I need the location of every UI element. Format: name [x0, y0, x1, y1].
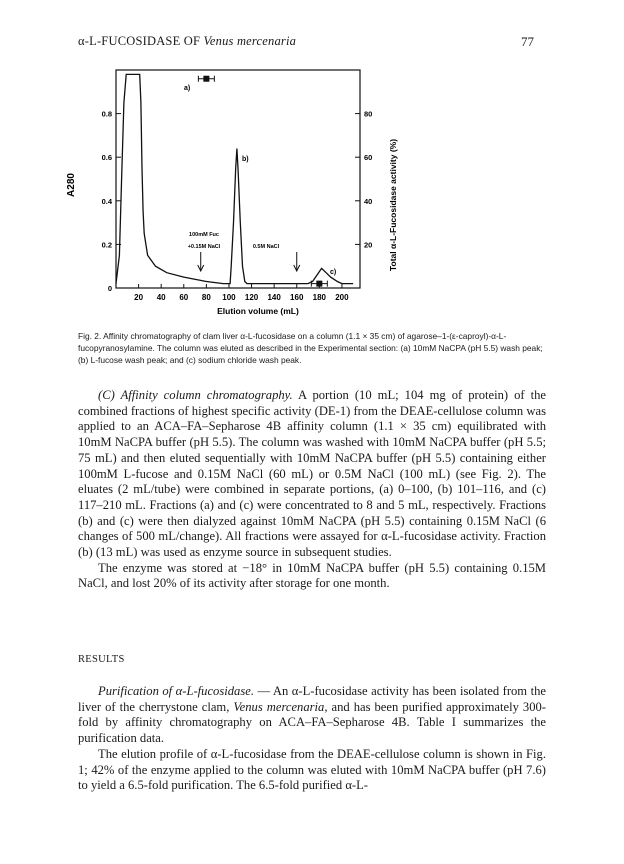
results-paragraph-2: The elution profile of α-L-fucosidase from the DEAE-cellulose column is shown in Fig. 1; 42% of the enzyme applied to the column was eluted with 10mM NaCPA buffer (pH 7.6) to yield a 6.5-fold purification. The 6.5-fold purified α-L- — [78, 746, 546, 793]
x-tick-label-80: 80 — [201, 293, 211, 302]
results-heading: RESULTS — [78, 654, 125, 665]
x-tick-label-120: 120 — [244, 293, 259, 302]
y-right-tick-label-40: 40 — [364, 196, 373, 206]
affinity-chromatography-section — [78, 388, 546, 592]
elution-profile-chart — [60, 60, 530, 322]
results-section — [78, 684, 546, 794]
y-right-tick-label-80: 80 — [364, 109, 373, 119]
y-left-tick-label-0.8: 0.8 — [101, 109, 112, 119]
x-tick-label-40: 40 — [156, 293, 166, 302]
peak-c-label: c) — [330, 269, 337, 276]
paragraph-c2: The enzyme was stored at −18° in 10mM NaCPA buffer (pH 5.5) containing 0.15M NaCl, and lost 20% of its activity after storage for one month. — [78, 560, 546, 591]
y-left-tick-label-0.4: 0.4 — [101, 196, 112, 206]
x-axis-label: Elution volume (mL) — [217, 306, 299, 316]
a280-elution-curve — [116, 74, 353, 283]
figure-caption: Fig. 2. Affinity chromatography of clam liver α-L-fucosidase on a column (1.1 × 35 cm) of agarose–1-(ε-caproyl)-α-L-fucopyranosylamine. The column was eluted as described in the Experimental section: (a) 10mM NaCPA (pH 5.5) wash peak; (b) L-fucose wash peak; and (c) sodium chloride wash peak. — [78, 331, 543, 365]
peak-b-label: b) — [242, 156, 249, 163]
x-tick-label-60: 60 — [179, 293, 189, 302]
y-left-tick-label-0.6: 0.6 — [101, 153, 112, 163]
x-tick-label-100: 100 — [222, 293, 236, 302]
x-tick-label-200: 200 — [335, 293, 349, 302]
paragraph-c1: (C) Affinity column chromatography. A portion (10 mL; 104 mg of protein) of the combined fractions of highest specific activity (DE-1) from the DEAE-cellulose column was applied to an ACA–FA–Sepharose 4B affinity column (1.1 × 35 cm) equilibrated with 10mM NaCPA buffer (pH 5.5). The column was washed with 10mM NaCPA buffer (pH 5.5; 75 mL) and then eluted sequentially with 10mM NaCPA buffer (pH 5.5) containing either 100mM L-fucose and 0.15M NaCl (60 mL) or 0.5M NaCl (100 mL) (see Fig. 2). The eluates (2 mL/tube) were combined in separate portions, (a) 0–100, (b) 101–116, and (c) 117–210 mL. Fractions (a) and (c) were concentrated to 8 and 5 mL, respectively. Fractions (b) and (c) were then dialyzed against 10mM NaCPA (pH 5.5) containing 0.15M NaCl (6 changes of 500 mL/change). All fractions were assayed for α-L-fucosidase activity. Fraction (b) (13 mL) was used as enzyme source in subsequent studies. — [78, 388, 547, 560]
y-right-tick-label-60: 60 — [364, 153, 373, 163]
running-header — [78, 34, 534, 54]
y-left-tick-label-0.2: 0.2 — [101, 240, 112, 250]
eluent-1-line1: 100mM Fuc — [189, 232, 219, 238]
results-paragraph-1: Purification of α-L-fucosidase. — An α-L-fucosidase activity has been isolated from the liver of the cherrystone clam, Venus mercenaria, and has been purified approximately 300-fold by affinity chromatography on ACA–FA–Sepharose 4B. Table I summarizes the purification data. — [78, 684, 546, 746]
plot-area — [102, 70, 373, 302]
y-right-tick-label-20: 20 — [364, 240, 373, 250]
eluent-1-line2: +0.15M NaCl — [187, 244, 221, 250]
y-left-tick-label-0: 0 — [107, 284, 112, 293]
left-axis-label: A280 — [66, 173, 77, 197]
right-axis-label: Total α-L-Fucosidase activity (%) — [388, 138, 398, 272]
x-tick-label-140: 140 — [267, 293, 281, 302]
x-tick-label-180: 180 — [312, 293, 327, 302]
section-c-heading: (C) Affinity column chromatography. — [98, 388, 293, 402]
x-tick-label-20: 20 — [134, 293, 144, 302]
page-number: 77 — [521, 34, 534, 49]
eluent-2-label: 0.5M NaCl — [252, 244, 280, 250]
results-subheading: Purification of α-L-fucosidase. — [98, 684, 254, 698]
peak-a-label: a) — [184, 85, 191, 92]
x-tick-label-160: 160 — [290, 293, 304, 302]
running-title: α-L-FUCOSIDASE OF Venus mercenaria — [78, 34, 297, 48]
